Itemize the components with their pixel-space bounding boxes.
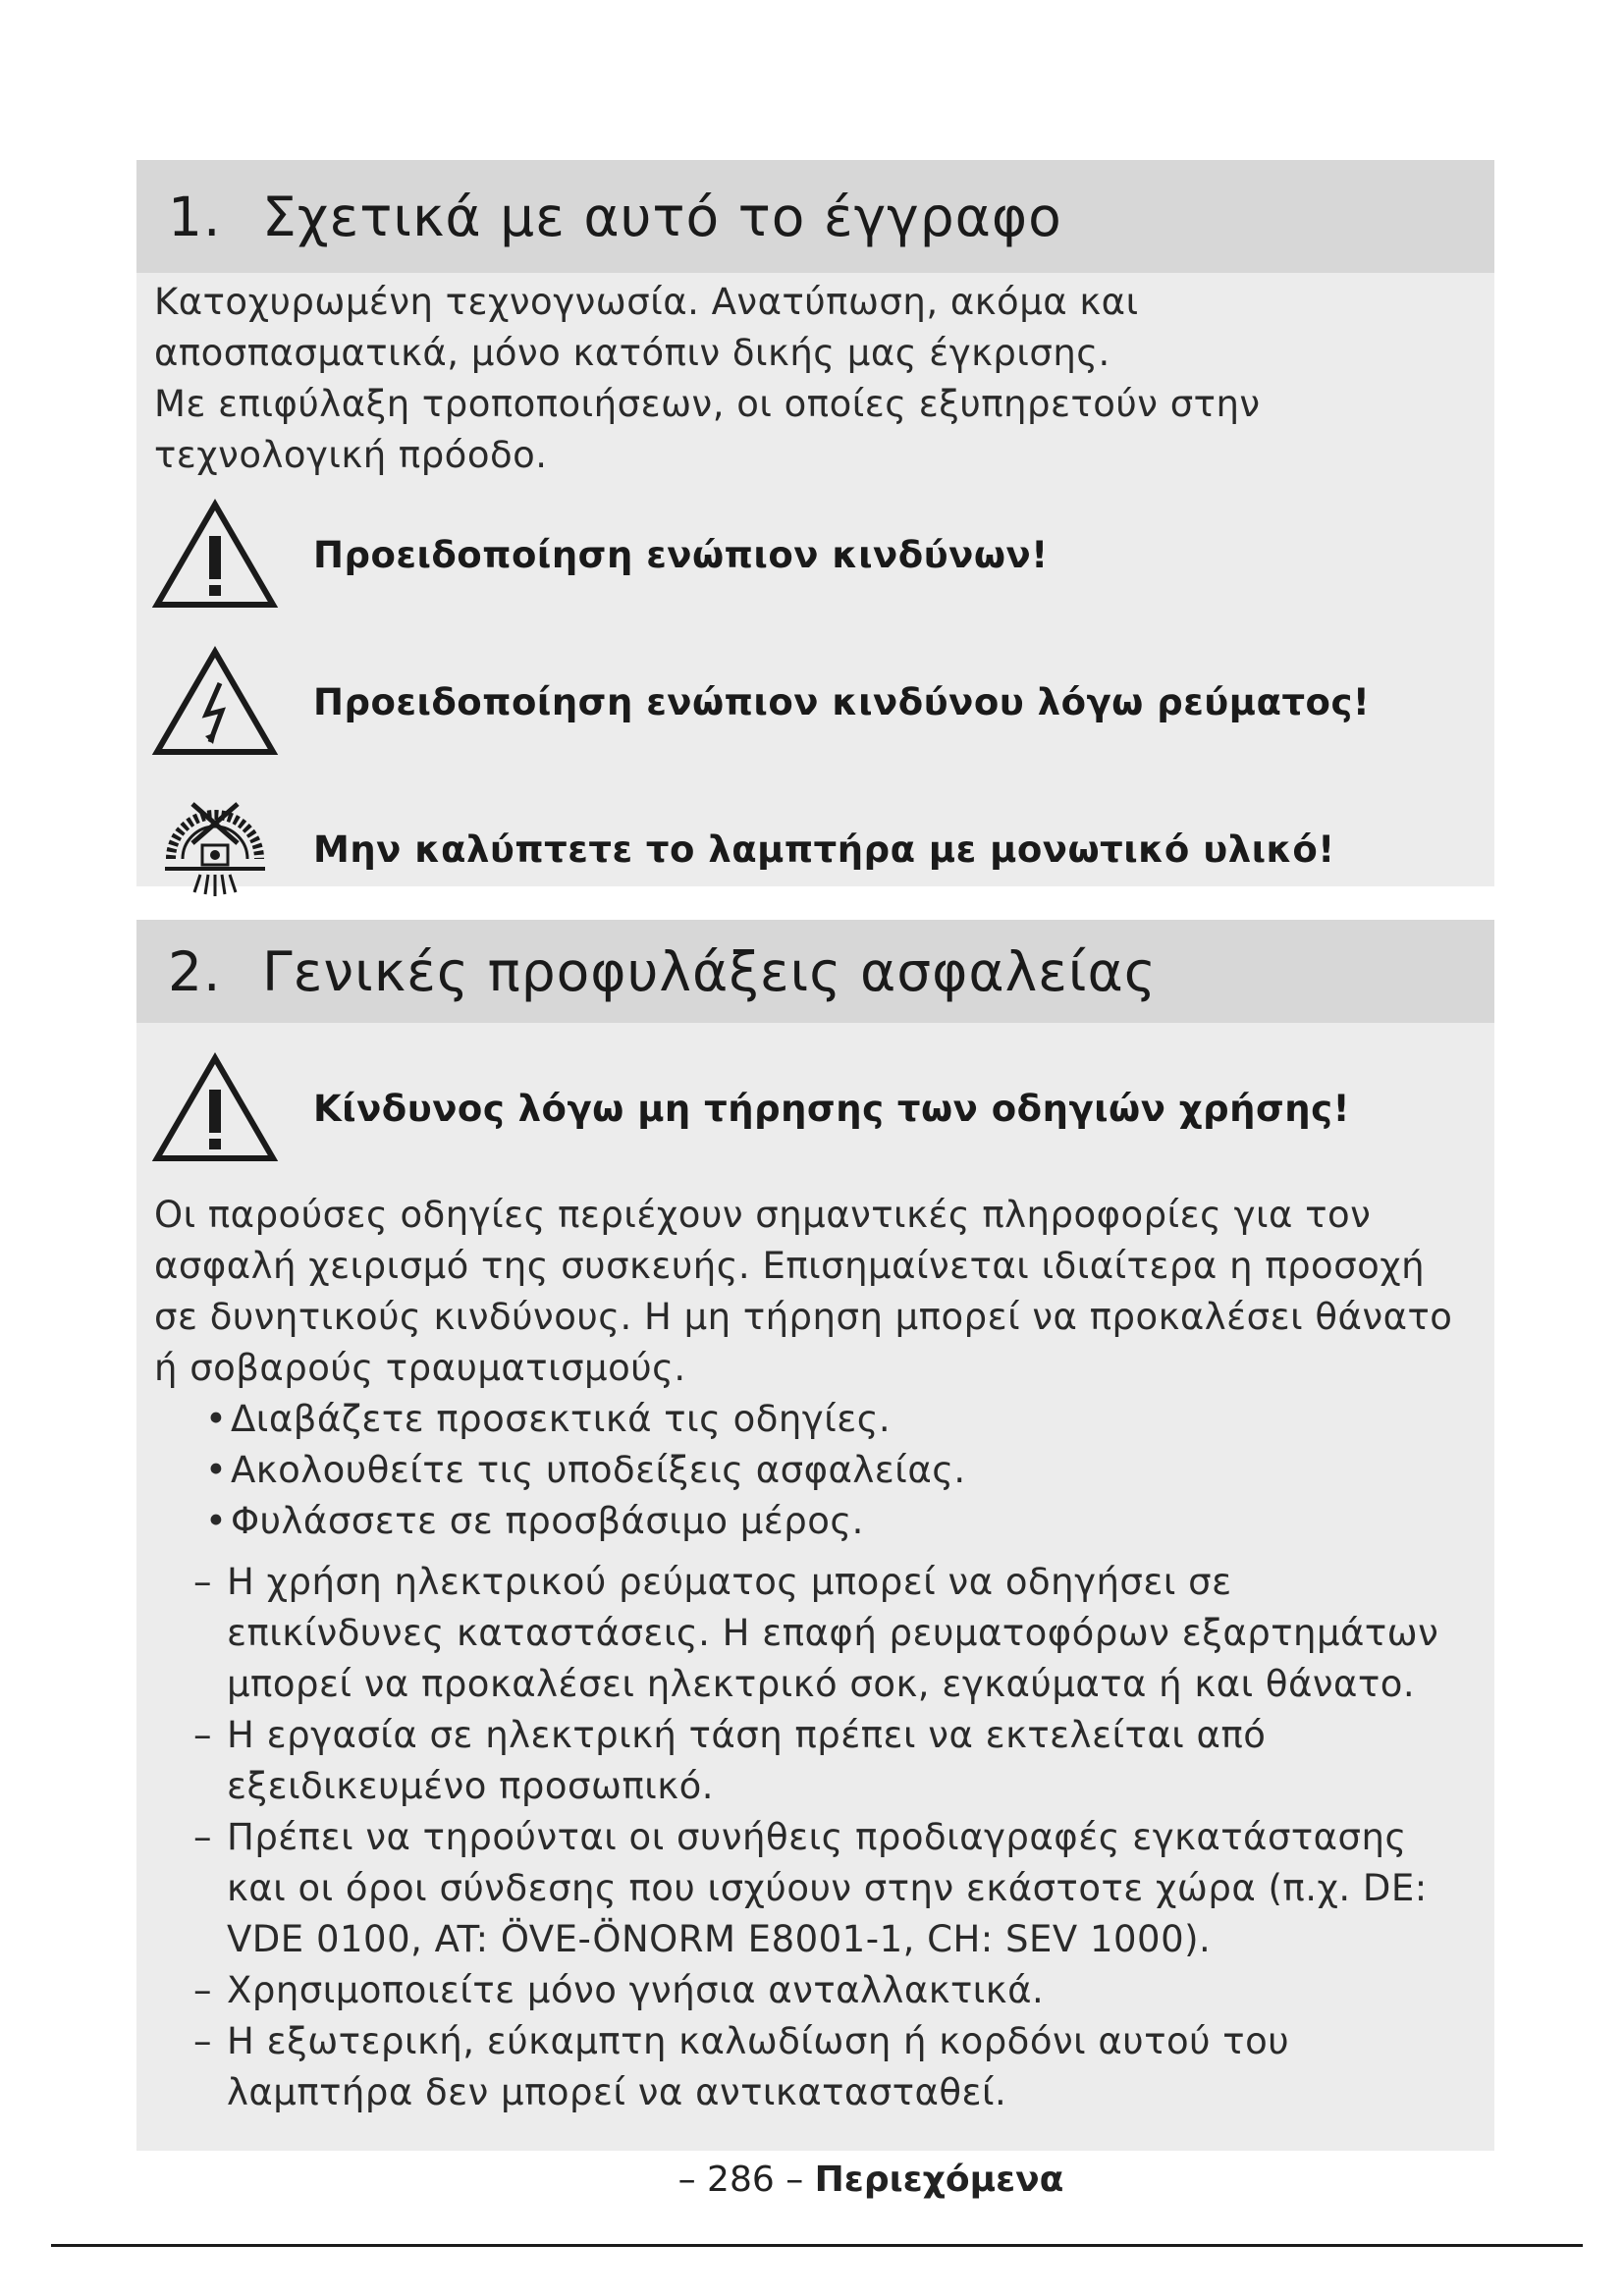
list-item: • Φυλάσσετε σε προσβάσιμο μέρος. xyxy=(205,1496,1455,1547)
list-item: • Διαβάζετε προσεκτικά τις οδηγίες. xyxy=(205,1394,1455,1445)
bullet-list xyxy=(154,1394,1455,1547)
warning-row-insulation xyxy=(136,775,1494,923)
list-item: – Η χρήση ηλεκτρικού ρεύματος μπορεί να οδηγήσει σε επικίνδυνες καταστάσεις. Η επαφή ρευματοφόρων εξαρτημάτων μπορεί να προκαλέσει ηλεκτρικό σοκ, εγκαύματα ή και θάνατο. xyxy=(193,1557,1455,1710)
section-1-header xyxy=(136,160,1494,273)
warning-triangle-icon xyxy=(136,1035,294,1182)
section-2-header xyxy=(136,920,1494,1023)
list-item: – Χρησιμοποιείτε μόνο γνήσια ανταλλακτικά. xyxy=(193,1965,1455,2016)
list-item: • Ακολουθείτε τις υποδείξεις ασφαλείας. xyxy=(205,1445,1455,1496)
no-insulation-cover-icon xyxy=(136,775,294,923)
section-1-body xyxy=(136,273,1494,481)
section-safety-precautions xyxy=(136,920,1494,2151)
contents-link[interactable]: Περιεχόμενα xyxy=(814,2160,1064,2200)
warning-text-insulation: Μην καλύπτετε το λαμπτήρα με μονωτικό υλικό! xyxy=(313,828,1335,871)
section-2-number: 2. xyxy=(168,939,222,1003)
section-2-title: Γενικές προφυλάξεις ασφαλείας xyxy=(262,939,1158,1003)
copyright-paragraph: Κατοχυρωμένη τεχνογνωσία. Ανατύπωση, ακόμα και αποσπασματικά, μόνο κατόπιν δικής μας έγκρισης. xyxy=(154,281,1139,374)
section-1-title: Σχετικά με αυτό το έγγραφο xyxy=(262,185,1062,248)
section-2-body xyxy=(136,1190,1494,2118)
section-about-document xyxy=(136,160,1494,886)
warning-triangle-icon xyxy=(136,481,294,628)
warning-text-instructions: Κίνδυνος λόγω μη τήρησης των οδηγιών χρήσης! xyxy=(313,1087,1350,1130)
list-item: – Η εξωτερική, εύκαμπτη καλωδίωση ή κορδόνι αυτού του λαμπτήρα δεν μπορεί να αντικατασταθεί. xyxy=(193,2016,1455,2118)
warning-text-hazard: Προειδοποίηση ενώπιον κινδύνων! xyxy=(313,533,1049,576)
dash-list xyxy=(154,1557,1455,2118)
section-1-number: 1. xyxy=(168,185,222,248)
electric-warning-icon xyxy=(136,628,294,775)
warning-row-electric xyxy=(136,628,1494,775)
warning-row-instructions xyxy=(136,1035,1494,1182)
modification-paragraph: Με επιφύλαξη τροποποιήσεων, οι οποίες εξυπηρετούν στην τεχνολογική πρόοδο. xyxy=(154,383,1261,476)
page-footer xyxy=(0,2160,1624,2200)
warning-row-hazard xyxy=(136,481,1494,628)
intro-paragraph: Οι παρούσες οδηγίες περιέχουν σημαντικές πληροφορίες για τον ασφαλή χειρισμό της συσκευής. Επισημαίνεται ιδιαίτερα η προσοχή σε δυνητικούς κινδύνους. Η μη τήρηση μπορεί να προκαλέσει θάνατο ή σοβαρούς τραυματισμούς. xyxy=(154,1194,1453,1389)
page-number: – 286 – xyxy=(677,2160,804,2200)
list-item: – Η εργασία σε ηλεκτρική τάση πρέπει να εκτελείται από εξειδικευμένο προσωπικό. xyxy=(193,1710,1455,1812)
footer-divider xyxy=(51,2244,1583,2247)
list-item: – Πρέπει να τηρούνται οι συνήθεις προδιαγραφές εγκατάστασης και οι όροι σύνδεσης που ισχύουν στην εκάστοτε χώρα (π.χ. DE: VDE 0100, AT: ÖVE-ÖNORM E8001-1, CH: SEV 1000). xyxy=(193,1812,1455,1965)
warning-text-electric: Προειδοποίηση ενώπιον κινδύνου λόγω ρεύματος! xyxy=(313,680,1371,723)
